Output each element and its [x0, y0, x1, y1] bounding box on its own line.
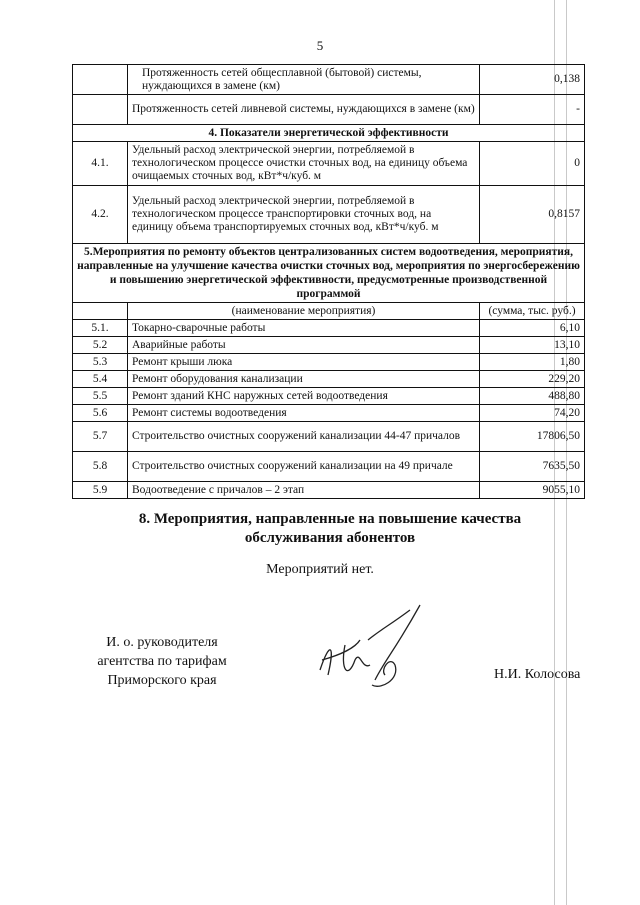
table-row: [73, 142, 585, 186]
indicators-table: [72, 64, 585, 499]
row-value: 229,20: [480, 371, 585, 388]
handwritten-signature: [300, 600, 450, 710]
row-number: 5.1.: [73, 320, 128, 337]
header-name: (наименование мероприятия): [128, 303, 480, 320]
row-value: 0,8157: [480, 186, 585, 244]
row-text: Токарно-сварочные работы: [128, 320, 480, 337]
header-sum: (сумма, тыс. руб.): [480, 303, 585, 320]
no-actions-text: Мероприятий нет.: [266, 562, 374, 577]
row-value: 488,80: [480, 388, 585, 405]
signatory-title-line: агентства по тарифам: [97, 654, 227, 669]
table-row: [73, 95, 585, 125]
row-text: Аварийные работы: [128, 337, 480, 354]
row-number: 5.3: [73, 354, 128, 371]
row-value: -: [480, 95, 585, 125]
table-row: [73, 65, 585, 95]
row-value: 13,10: [480, 337, 585, 354]
row-text: Строительство очистных сооружений канализации на 49 причале: [128, 452, 480, 482]
row-value: 9055,10: [480, 482, 585, 499]
row-text: Протяженность сетей общесплавной (бытовой) системы, нуждающихся в замене (км): [128, 65, 480, 95]
row-text: Ремонт оборудования канализации: [128, 371, 480, 388]
row-number: 5.7: [73, 422, 128, 452]
row-number: 5.9: [73, 482, 128, 499]
row-text: Удельный расход электрической энергии, потребляемой в технологическом процессе очистки сточных вод, на единицу объема очищаемых сточных вод, кВт*ч/куб. м: [128, 142, 480, 186]
section-4-title: 4. Показатели энергетической эффективности: [73, 125, 585, 142]
row-number: [73, 65, 128, 95]
table-row: [73, 337, 585, 354]
section-5-title-row: [73, 244, 585, 303]
row-value: 6,10: [480, 320, 585, 337]
row-text: Водоотведение с причалов – 2 этап: [128, 482, 480, 499]
page-number: 5: [316, 38, 324, 53]
signatory-title: [62, 633, 262, 690]
row-number: [73, 95, 128, 125]
row-value: 7635,50: [480, 452, 585, 482]
section-8-heading: 8. Мероприятия, направленные на повышение качества обслуживания абонентов: [138, 511, 522, 546]
row-text: Ремонт зданий КНС наружных сетей водоотведения: [128, 388, 480, 405]
table-row: [73, 482, 585, 499]
section-4-title-row: [73, 125, 585, 142]
signatory-name: Н.И. Колосова: [494, 667, 581, 682]
row-number: 5.4: [73, 371, 128, 388]
row-value: 0,138: [480, 65, 585, 95]
signatory-title-line: Приморского края: [107, 673, 217, 688]
table-row: [73, 371, 585, 388]
table-row: [73, 452, 585, 482]
table-row: [73, 405, 585, 422]
row-number: 5.8: [73, 452, 128, 482]
row-value: 74,20: [480, 405, 585, 422]
row-number: 4.1.: [73, 142, 128, 186]
row-text: Протяженность сетей ливневой системы, нуждающихся в замене (км): [128, 95, 480, 125]
row-number: 5.2: [73, 337, 128, 354]
row-value: 0: [480, 142, 585, 186]
row-value: 17806,50: [480, 422, 585, 452]
row-text: Строительство очистных сооружений канализации 44-47 причалов: [128, 422, 480, 452]
table-row: [73, 388, 585, 405]
table-row: [73, 422, 585, 452]
row-text: Удельный расход электрической энергии, потребляемой в технологическом процессе транспортировки сточных вод, на единицу объема транспортируемых сточных вод, кВт*ч/куб. м: [128, 186, 480, 244]
section-5-header-row: [73, 303, 585, 320]
row-value: 1,80: [480, 354, 585, 371]
section-5-title: 5.Мероприятия по ремонту объектов централизованных систем водоотведения, мероприятия, направленные на улучшение качества очистки сточных вод, мероприятия по энергосбережению и повышению энергетической эффективности, предусмотренные производственной программой: [73, 244, 585, 303]
row-number: 5.5: [73, 388, 128, 405]
table-row: [73, 186, 585, 244]
row-text: Ремонт крыши люка: [128, 354, 480, 371]
header-num-cell: [73, 303, 128, 320]
signatory-title-line: И. о. руководителя: [106, 635, 218, 650]
row-text: Ремонт системы водоотведения: [128, 405, 480, 422]
table-row: [73, 320, 585, 337]
row-number: 4.2.: [73, 186, 128, 244]
row-number: 5.6: [73, 405, 128, 422]
table-row: [73, 354, 585, 371]
